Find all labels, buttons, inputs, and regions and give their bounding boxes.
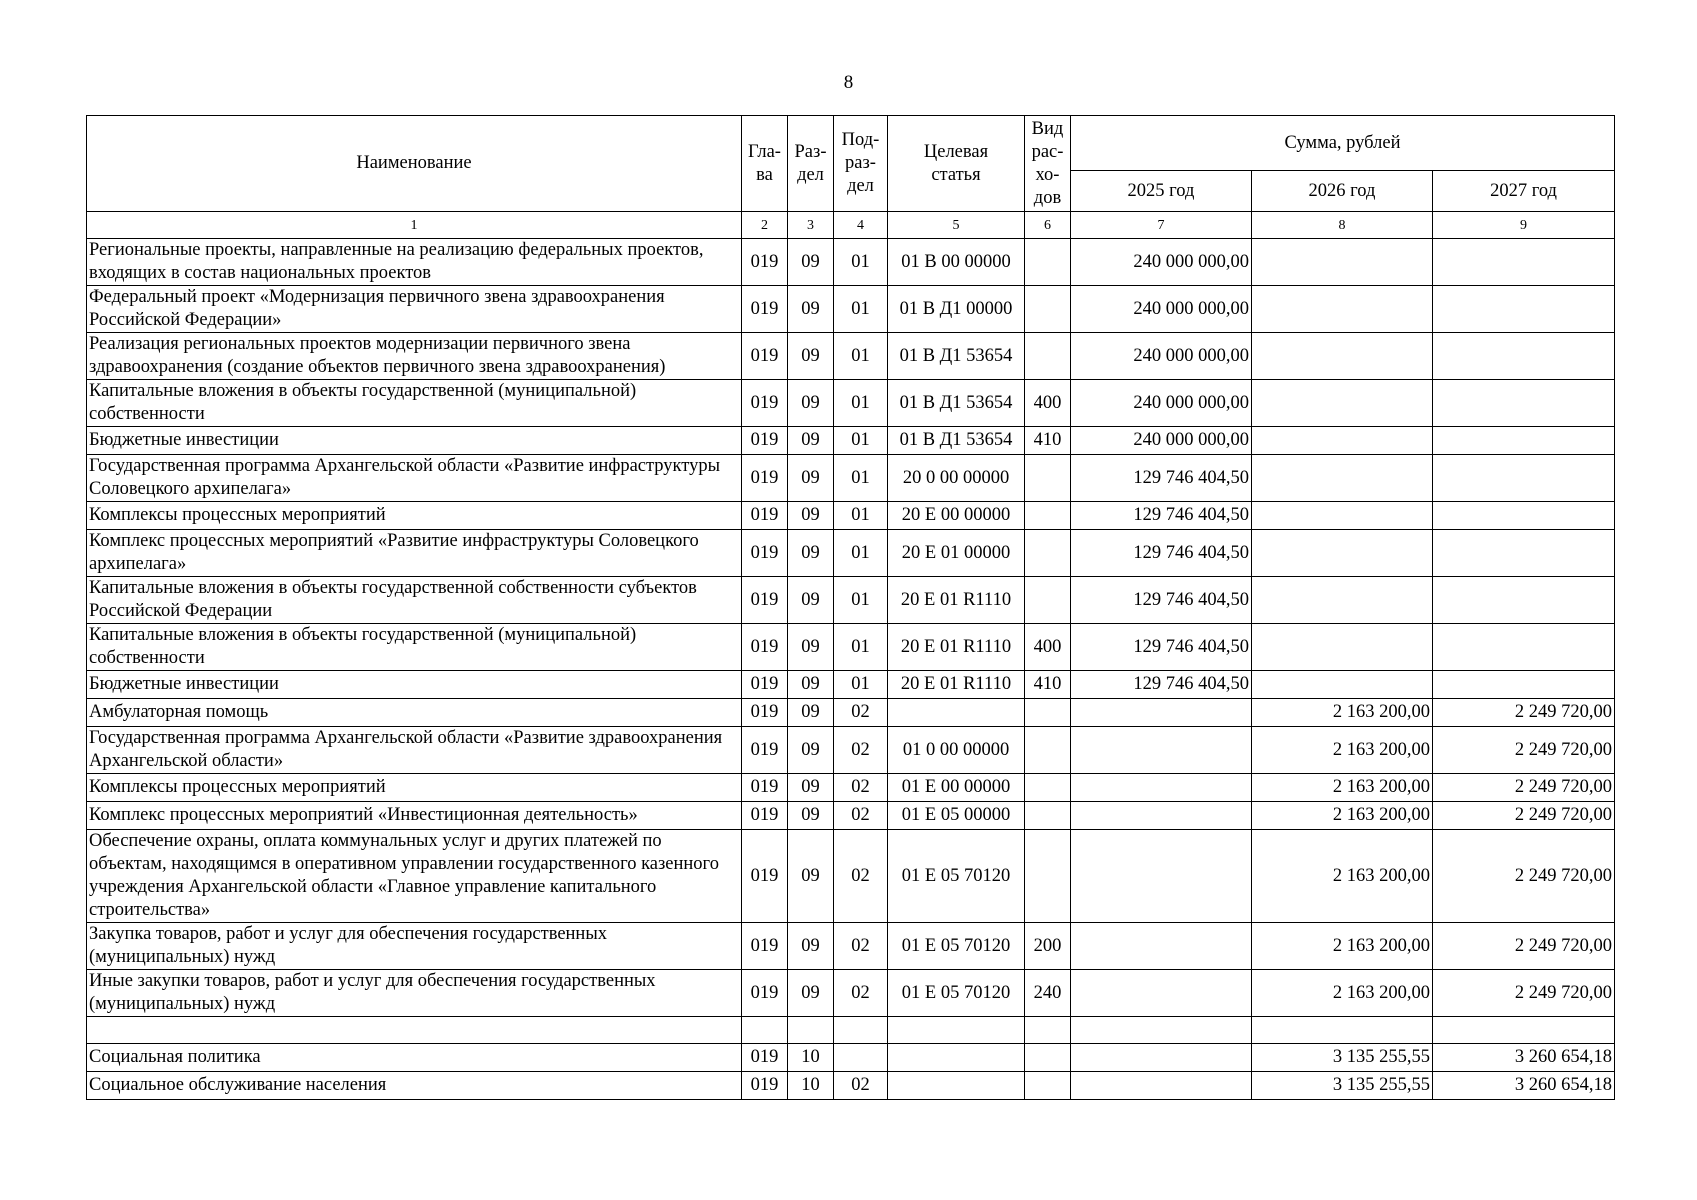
col-header-name: Наименование: [87, 116, 742, 212]
row-amount-2027: [1433, 239, 1615, 286]
row-amount-2025: [1071, 830, 1252, 923]
row-amount-2025: [1071, 1044, 1252, 1072]
col-header-subsection: Под- раз- дел: [834, 116, 888, 212]
table-row: [87, 239, 1615, 286]
row-subsection: [834, 1017, 888, 1044]
row-section: 09: [788, 455, 834, 502]
row-subsection: 02: [834, 1072, 888, 1100]
header-row: [87, 116, 1615, 171]
row-amount-2027: [1433, 1017, 1615, 1044]
row-chapter: 019: [742, 502, 788, 530]
row-expense-type: [1025, 286, 1071, 333]
col-index: 6: [1025, 212, 1071, 239]
table-row: [87, 671, 1615, 699]
row-section: 09: [788, 286, 834, 333]
row-subsection: 02: [834, 699, 888, 727]
row-expense-type: 400: [1025, 624, 1071, 671]
row-section: 09: [788, 802, 834, 830]
table-row: [87, 502, 1615, 530]
row-amount-2025: [1071, 1017, 1252, 1044]
row-amount-2025: [1071, 1072, 1252, 1100]
row-subsection: [834, 1044, 888, 1072]
row-amount-2025: 129 746 404,50: [1071, 502, 1252, 530]
row-target-article: 20 Е 01 R1110: [888, 577, 1025, 624]
row-section: 10: [788, 1044, 834, 1072]
row-expense-type: [1025, 802, 1071, 830]
row-target-article: [888, 1044, 1025, 1072]
row-target-article: 01 В Д1 53654: [888, 333, 1025, 380]
row-amount-2025: [1071, 699, 1252, 727]
row-amount-2027: 3 260 654,18: [1433, 1072, 1615, 1100]
row-chapter: 019: [742, 727, 788, 774]
row-chapter: [742, 1017, 788, 1044]
row-section: 09: [788, 577, 834, 624]
row-section: 09: [788, 923, 834, 970]
row-target-article: 01 В Д1 00000: [888, 286, 1025, 333]
row-amount-2026: [1252, 286, 1433, 333]
row-expense-type: [1025, 727, 1071, 774]
col-index: 5: [888, 212, 1025, 239]
row-chapter: 019: [742, 802, 788, 830]
table-row: [87, 830, 1615, 923]
row-chapter: 019: [742, 671, 788, 699]
row-amount-2026: [1252, 624, 1433, 671]
row-name: [87, 1017, 742, 1044]
row-subsection: 01: [834, 502, 888, 530]
row-target-article: 01 Е 05 00000: [888, 802, 1025, 830]
row-expense-type: [1025, 774, 1071, 802]
row-amount-2027: [1433, 286, 1615, 333]
row-expense-type: [1025, 830, 1071, 923]
row-name: Закупка товаров, работ и услуг для обеспечения государственных (муниципальных) нужд: [87, 923, 742, 970]
row-expense-type: 240: [1025, 970, 1071, 1017]
budget-table: [86, 115, 1615, 1100]
row-chapter: 019: [742, 624, 788, 671]
table-row: [87, 970, 1615, 1017]
row-amount-2027: 2 249 720,00: [1433, 802, 1615, 830]
row-target-article: 01 В Д1 53654: [888, 380, 1025, 427]
row-chapter: 019: [742, 699, 788, 727]
row-section: 09: [788, 830, 834, 923]
row-amount-2027: 2 249 720,00: [1433, 970, 1615, 1017]
row-subsection: 02: [834, 727, 888, 774]
row-amount-2025: 129 746 404,50: [1071, 577, 1252, 624]
row-amount-2026: 2 163 200,00: [1252, 802, 1433, 830]
row-target-article: 20 Е 00 00000: [888, 502, 1025, 530]
row-amount-2026: 2 163 200,00: [1252, 699, 1433, 727]
row-target-article: [888, 699, 1025, 727]
row-amount-2027: 3 260 654,18: [1433, 1044, 1615, 1072]
row-chapter: 019: [742, 1044, 788, 1072]
row-expense-type: 200: [1025, 923, 1071, 970]
row-chapter: 019: [742, 333, 788, 380]
row-expense-type: 410: [1025, 427, 1071, 455]
row-name: Капитальные вложения в объекты государственной (муниципальной) собственности: [87, 624, 742, 671]
table-row: [87, 1044, 1615, 1072]
col-header-section: Раз- дел: [788, 116, 834, 212]
row-section: 09: [788, 502, 834, 530]
row-section: 09: [788, 239, 834, 286]
row-subsection: 01: [834, 239, 888, 286]
row-subsection: 01: [834, 427, 888, 455]
row-amount-2027: 2 249 720,00: [1433, 727, 1615, 774]
col-index: 1: [87, 212, 742, 239]
row-amount-2026: 2 163 200,00: [1252, 923, 1433, 970]
row-subsection: 01: [834, 455, 888, 502]
row-section: 09: [788, 333, 834, 380]
row-expense-type: [1025, 530, 1071, 577]
row-section: 09: [788, 380, 834, 427]
table-row: [87, 923, 1615, 970]
row-amount-2025: 129 746 404,50: [1071, 455, 1252, 502]
row-target-article: 20 Е 01 00000: [888, 530, 1025, 577]
row-name: Социальное обслуживание населения: [87, 1072, 742, 1100]
row-amount-2026: [1252, 502, 1433, 530]
row-name: Бюджетные инвестиции: [87, 671, 742, 699]
row-section: 09: [788, 530, 834, 577]
table-row: [87, 1017, 1615, 1044]
row-name: Комплекс процессных мероприятий «Инвестиционная деятельность»: [87, 802, 742, 830]
row-subsection: 02: [834, 774, 888, 802]
row-amount-2027: [1433, 333, 1615, 380]
row-chapter: 019: [742, 455, 788, 502]
row-expense-type: [1025, 239, 1071, 286]
row-section: 09: [788, 427, 834, 455]
table-row: [87, 333, 1615, 380]
row-section: [788, 1017, 834, 1044]
row-amount-2026: [1252, 333, 1433, 380]
row-amount-2026: 2 163 200,00: [1252, 830, 1433, 923]
row-name: Социальная политика: [87, 1044, 742, 1072]
col-header-target-article: Целевая статья: [888, 116, 1025, 212]
row-amount-2026: [1252, 1017, 1433, 1044]
row-name: Капитальные вложения в объекты государственной собственности субъектов Российской Федерации: [87, 577, 742, 624]
row-target-article: 01 Е 00 00000: [888, 774, 1025, 802]
row-amount-2027: [1433, 380, 1615, 427]
row-amount-2026: [1252, 427, 1433, 455]
table-row: [87, 427, 1615, 455]
row-amount-2026: [1252, 455, 1433, 502]
col-index: 8: [1252, 212, 1433, 239]
row-name: Государственная программа Архангельской области «Развитие здравоохранения Архангельской области»: [87, 727, 742, 774]
row-amount-2025: [1071, 774, 1252, 802]
row-amount-2027: [1433, 671, 1615, 699]
row-amount-2026: [1252, 239, 1433, 286]
row-target-article: [888, 1072, 1025, 1100]
col-index: 9: [1433, 212, 1615, 239]
row-amount-2027: [1433, 455, 1615, 502]
row-chapter: 019: [742, 774, 788, 802]
row-amount-2025: 129 746 404,50: [1071, 624, 1252, 671]
row-subsection: 01: [834, 286, 888, 333]
row-target-article: 01 В 00 00000: [888, 239, 1025, 286]
row-amount-2026: 3 135 255,55: [1252, 1072, 1433, 1100]
row-section: 09: [788, 774, 834, 802]
row-expense-type: [1025, 1072, 1071, 1100]
row-target-article: 20 0 00 00000: [888, 455, 1025, 502]
row-section: 09: [788, 727, 834, 774]
row-name: Комплексы процессных мероприятий: [87, 774, 742, 802]
table-row: [87, 530, 1615, 577]
row-name: Комплексы процессных мероприятий: [87, 502, 742, 530]
row-expense-type: [1025, 699, 1071, 727]
row-subsection: 01: [834, 380, 888, 427]
row-target-article: 20 Е 01 R1110: [888, 624, 1025, 671]
row-amount-2027: [1433, 502, 1615, 530]
row-amount-2025: [1071, 970, 1252, 1017]
row-target-article: 01 Е 05 70120: [888, 923, 1025, 970]
row-amount-2025: 240 000 000,00: [1071, 380, 1252, 427]
row-target-article: 01 Е 05 70120: [888, 970, 1025, 1017]
row-expense-type: [1025, 502, 1071, 530]
row-section: 09: [788, 624, 834, 671]
col-header-2026: 2026 год: [1252, 171, 1433, 212]
row-target-article: 01 В Д1 53654: [888, 427, 1025, 455]
row-amount-2026: 2 163 200,00: [1252, 970, 1433, 1017]
col-header-2025: 2025 год: [1071, 171, 1252, 212]
col-index: 7: [1071, 212, 1252, 239]
table-row: [87, 380, 1615, 427]
row-chapter: 019: [742, 970, 788, 1017]
row-amount-2026: 3 135 255,55: [1252, 1044, 1433, 1072]
row-amount-2026: [1252, 671, 1433, 699]
col-index: 2: [742, 212, 788, 239]
row-expense-type: 400: [1025, 380, 1071, 427]
row-subsection: 01: [834, 577, 888, 624]
row-name: Обеспечение охраны, оплата коммунальных услуг и других платежей по объектам, находящимся в оперативном управлении государственного казенного учреждения Архангельской области «Главное управление капитального строительства»: [87, 830, 742, 923]
row-name: Бюджетные инвестиции: [87, 427, 742, 455]
row-name: Региональные проекты, направленные на реализацию федеральных проектов, входящих в состав национальных проектов: [87, 239, 742, 286]
row-chapter: 019: [742, 530, 788, 577]
row-amount-2026: [1252, 577, 1433, 624]
table-body: [87, 239, 1615, 1100]
row-chapter: 019: [742, 380, 788, 427]
row-target-article: 20 Е 01 R1110: [888, 671, 1025, 699]
row-subsection: 02: [834, 970, 888, 1017]
table-row: [87, 577, 1615, 624]
row-amount-2027: 2 249 720,00: [1433, 699, 1615, 727]
row-subsection: 02: [834, 802, 888, 830]
col-header-2027: 2027 год: [1433, 171, 1615, 212]
column-index-row: [87, 212, 1615, 239]
row-target-article: 01 Е 05 70120: [888, 830, 1025, 923]
table-row: [87, 455, 1615, 502]
row-name: Комплекс процессных мероприятий «Развитие инфраструктуры Соловецкого архипелага»: [87, 530, 742, 577]
row-amount-2026: 2 163 200,00: [1252, 727, 1433, 774]
row-amount-2025: 240 000 000,00: [1071, 239, 1252, 286]
row-name: Федеральный проект «Модернизация первичного звена здравоохранения Российской Федерации»: [87, 286, 742, 333]
row-amount-2027: 2 249 720,00: [1433, 774, 1615, 802]
row-target-article: 01 0 00 00000: [888, 727, 1025, 774]
row-amount-2025: [1071, 802, 1252, 830]
row-subsection: 01: [834, 333, 888, 380]
row-amount-2025: 240 000 000,00: [1071, 333, 1252, 380]
row-chapter: 019: [742, 577, 788, 624]
row-name: Капитальные вложения в объекты государственной (муниципальной) собственности: [87, 380, 742, 427]
row-expense-type: [1025, 333, 1071, 380]
row-amount-2027: 2 249 720,00: [1433, 923, 1615, 970]
row-amount-2026: [1252, 380, 1433, 427]
row-target-article: [888, 1017, 1025, 1044]
row-amount-2025: 240 000 000,00: [1071, 286, 1252, 333]
row-section: 09: [788, 970, 834, 1017]
col-header-expense-type: Вид рас- хо- дов: [1025, 116, 1071, 212]
row-expense-type: [1025, 1017, 1071, 1044]
row-subsection: 02: [834, 923, 888, 970]
row-subsection: 01: [834, 530, 888, 577]
table-row: [87, 286, 1615, 333]
col-index: 3: [788, 212, 834, 239]
row-section: 09: [788, 699, 834, 727]
table-row: [87, 727, 1615, 774]
col-header-chapter: Гла- ва: [742, 116, 788, 212]
row-name: Амбулаторная помощь: [87, 699, 742, 727]
row-subsection: 01: [834, 671, 888, 699]
row-name: Иные закупки товаров, работ и услуг для обеспечения государственных (муниципальных) нужд: [87, 970, 742, 1017]
row-amount-2025: [1071, 923, 1252, 970]
row-subsection: 02: [834, 830, 888, 923]
row-section: 10: [788, 1072, 834, 1100]
row-expense-type: [1025, 455, 1071, 502]
table-row: [87, 802, 1615, 830]
col-header-sum-group: Сумма, рублей: [1071, 116, 1615, 171]
row-amount-2025: [1071, 727, 1252, 774]
row-amount-2027: 2 249 720,00: [1433, 830, 1615, 923]
row-expense-type: 410: [1025, 671, 1071, 699]
row-amount-2025: 129 746 404,50: [1071, 671, 1252, 699]
table-row: [87, 624, 1615, 671]
row-chapter: 019: [742, 830, 788, 923]
row-chapter: 019: [742, 1072, 788, 1100]
row-expense-type: [1025, 1044, 1071, 1072]
row-name: Реализация региональных проектов модернизации первичного звена здравоохранения (создание объектов первичного звена здравоохранения): [87, 333, 742, 380]
row-chapter: 019: [742, 923, 788, 970]
row-amount-2027: [1433, 427, 1615, 455]
row-chapter: 019: [742, 427, 788, 455]
row-name: Государственная программа Архангельской области «Развитие инфраструктуры Соловецкого архипелага»: [87, 455, 742, 502]
row-amount-2026: 2 163 200,00: [1252, 774, 1433, 802]
row-chapter: 019: [742, 286, 788, 333]
row-section: 09: [788, 671, 834, 699]
row-amount-2027: [1433, 577, 1615, 624]
row-chapter: 019: [742, 239, 788, 286]
row-amount-2026: [1252, 530, 1433, 577]
table-row: [87, 774, 1615, 802]
row-expense-type: [1025, 577, 1071, 624]
page-number: 8: [843, 72, 854, 93]
col-index: 4: [834, 212, 888, 239]
row-amount-2027: [1433, 624, 1615, 671]
table-header: [87, 116, 1615, 239]
row-subsection: 01: [834, 624, 888, 671]
row-amount-2027: [1433, 530, 1615, 577]
row-amount-2025: 129 746 404,50: [1071, 530, 1252, 577]
row-amount-2025: 240 000 000,00: [1071, 427, 1252, 455]
table-row: [87, 1072, 1615, 1100]
table-row: [87, 699, 1615, 727]
